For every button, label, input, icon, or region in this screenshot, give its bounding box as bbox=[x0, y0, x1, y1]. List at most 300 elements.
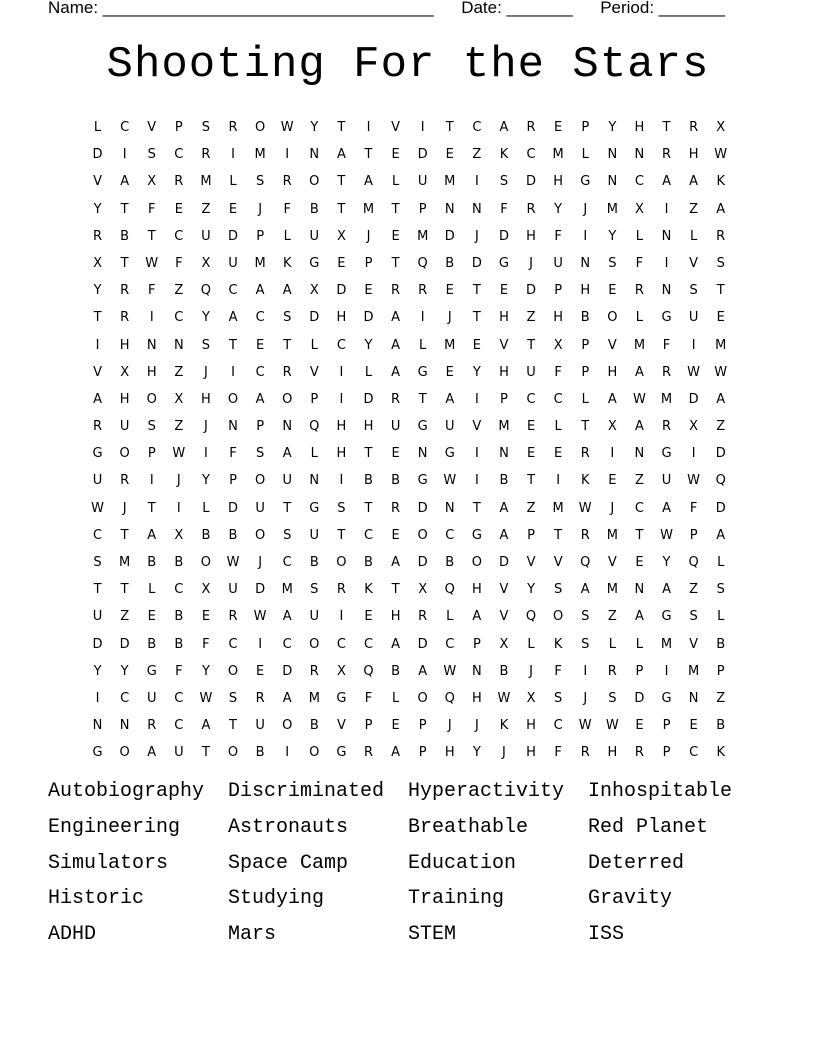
grid-letter: X bbox=[716, 120, 726, 135]
grid-letter: Q bbox=[688, 555, 699, 570]
grid-letter: O bbox=[309, 745, 320, 761]
grid-letter: C bbox=[689, 745, 699, 761]
grid-letter: R bbox=[391, 283, 401, 299]
grid-letter: G bbox=[661, 446, 672, 462]
grid-letter: J bbox=[176, 473, 181, 489]
grid-letter: K bbox=[580, 473, 590, 489]
grid-letter: W bbox=[497, 690, 511, 706]
grid-letter: N bbox=[309, 147, 320, 163]
grid-letter: S bbox=[608, 255, 617, 271]
grid-row bbox=[84, 495, 734, 522]
grid-letter: Z bbox=[174, 419, 184, 435]
grid-letter: P bbox=[364, 255, 373, 271]
grid-letter: T bbox=[716, 283, 725, 299]
grid-letter: I bbox=[95, 337, 100, 353]
grid-letter: L bbox=[717, 609, 725, 625]
grid-letter: C bbox=[228, 636, 238, 652]
grid-letter: N bbox=[417, 446, 428, 462]
grid-letter: M bbox=[688, 663, 700, 679]
grid-letter: O bbox=[417, 527, 428, 543]
grid-letter: D bbox=[92, 636, 103, 652]
word-list-item: ADHD bbox=[48, 923, 97, 947]
grid-letter: E bbox=[608, 473, 617, 489]
grid-letter: W bbox=[253, 609, 267, 625]
grid-row bbox=[84, 522, 734, 549]
grid-letter: E bbox=[445, 283, 454, 299]
grid-letter: P bbox=[256, 228, 265, 244]
grid-letter: W bbox=[687, 473, 701, 489]
grid-letter: V bbox=[147, 120, 157, 135]
grid-letter: A bbox=[662, 582, 671, 598]
grid-letter: N bbox=[607, 147, 618, 163]
grid-letter: L bbox=[446, 609, 454, 625]
letter-grid bbox=[84, 114, 734, 767]
word-list-item: Red Planet bbox=[588, 815, 709, 839]
grid-letter: A bbox=[336, 147, 346, 163]
grid-letter: E bbox=[635, 555, 644, 570]
grid-letter: G bbox=[92, 446, 103, 462]
grid-letter: V bbox=[336, 718, 346, 734]
grid-letter: E bbox=[526, 446, 536, 462]
grid-letter: L bbox=[202, 500, 210, 516]
grid-letter: H bbox=[526, 228, 536, 244]
grid-letter: G bbox=[471, 527, 482, 543]
grid-letter: F bbox=[283, 201, 291, 217]
grid-letter: O bbox=[471, 555, 482, 570]
grid-letter: I bbox=[231, 364, 235, 380]
word-list-item: Education bbox=[408, 851, 517, 875]
word-list-item: Inhospitable bbox=[588, 780, 733, 803]
grid-letter: Y bbox=[608, 120, 617, 135]
grid-letter: H bbox=[634, 120, 645, 135]
grid-letter: R bbox=[282, 174, 292, 190]
grid-letter: D bbox=[417, 555, 428, 570]
grid-letter: M bbox=[444, 337, 456, 353]
grid-letter: M bbox=[552, 147, 564, 163]
grid-letter: A bbox=[228, 310, 238, 326]
grid-letter: L bbox=[635, 228, 644, 244]
grid-letter: E bbox=[689, 718, 698, 734]
grid-letter: C bbox=[174, 310, 184, 326]
grid-letter: A bbox=[418, 663, 428, 679]
word-list-item: Discriminated bbox=[228, 780, 385, 803]
grid-letter: I bbox=[339, 364, 344, 380]
grid-letter: D bbox=[526, 283, 537, 299]
word-list-item: Engineering bbox=[48, 815, 181, 839]
grid-letter: R bbox=[282, 364, 292, 380]
grid-letter: A bbox=[255, 283, 265, 299]
grid-letter: J bbox=[447, 718, 452, 734]
grid-letter: H bbox=[471, 690, 482, 706]
grid-letter: S bbox=[201, 337, 211, 353]
grid-letter: E bbox=[228, 201, 238, 217]
grid-letter: X bbox=[634, 201, 644, 217]
grid-letter: G bbox=[444, 446, 455, 462]
grid-letter: D bbox=[228, 500, 239, 516]
grid-letter: A bbox=[580, 582, 590, 598]
grid-letter: E bbox=[445, 147, 454, 163]
grid-letter: B bbox=[580, 310, 590, 326]
grid-letter: S bbox=[581, 609, 590, 625]
grid-letter: C bbox=[445, 527, 455, 543]
grid-letter: P bbox=[310, 391, 319, 407]
grid-letter: P bbox=[472, 636, 481, 652]
grid-letter: R bbox=[607, 663, 617, 679]
grid-letter: G bbox=[580, 174, 591, 190]
grid-letter: Q bbox=[444, 690, 455, 706]
grid-letter: M bbox=[660, 391, 673, 407]
grid-letter: C bbox=[526, 147, 536, 163]
grid-letter: T bbox=[120, 582, 129, 598]
grid-letter: U bbox=[255, 718, 265, 734]
grid-letter: G bbox=[661, 690, 672, 706]
grid-letter: Z bbox=[689, 201, 699, 217]
grid-row bbox=[84, 359, 734, 386]
grid-letter: V bbox=[689, 255, 699, 271]
grid-letter: T bbox=[472, 310, 481, 326]
grid-letter: M bbox=[633, 337, 646, 353]
grid-letter: A bbox=[120, 174, 130, 190]
grid-letter: F bbox=[635, 255, 644, 271]
grid-letter: S bbox=[716, 582, 725, 598]
grid-row bbox=[84, 114, 734, 141]
grid-letter: U bbox=[553, 255, 563, 271]
grid-letter: O bbox=[417, 690, 428, 706]
grid-letter: I bbox=[664, 201, 669, 217]
grid-letter: D bbox=[417, 147, 428, 163]
grid-letter: H bbox=[499, 364, 509, 380]
grid-letter: D bbox=[715, 500, 726, 516]
grid-letter: O bbox=[254, 527, 266, 543]
grid-letter: O bbox=[282, 391, 293, 407]
grid-letter: U bbox=[255, 500, 265, 516]
grid-letter: N bbox=[309, 473, 320, 489]
grid-letter: G bbox=[336, 745, 347, 761]
grid-letter: Q bbox=[417, 255, 428, 271]
grid-letter: W bbox=[172, 446, 186, 462]
grid-letter: L bbox=[635, 310, 644, 326]
grid-letter: P bbox=[418, 201, 427, 217]
grid-letter: M bbox=[254, 147, 266, 163]
grid-letter: U bbox=[688, 310, 699, 326]
grid-letter: Y bbox=[364, 337, 373, 353]
grid-letter: S bbox=[689, 283, 698, 299]
grid-letter: X bbox=[607, 419, 617, 435]
word-list-item: Space Camp bbox=[228, 851, 349, 875]
grid-letter: D bbox=[336, 283, 347, 299]
grid-letter: J bbox=[583, 690, 588, 706]
grid-letter: J bbox=[258, 201, 263, 217]
grid-letter: C bbox=[472, 120, 482, 135]
word-list-item: Autobiography bbox=[48, 780, 205, 803]
grid-letter: G bbox=[661, 310, 672, 326]
grid-letter: L bbox=[419, 337, 427, 353]
grid-letter: R bbox=[580, 745, 590, 761]
grid-row bbox=[84, 168, 734, 195]
grid-letter: I bbox=[95, 690, 100, 706]
word-list-item: STEM bbox=[408, 923, 457, 947]
grid-letter: Y bbox=[472, 364, 481, 380]
grid-letter: C bbox=[174, 718, 184, 734]
grid-letter: F bbox=[147, 283, 156, 299]
grid-letter: Y bbox=[93, 663, 102, 679]
grid-letter: H bbox=[607, 745, 618, 761]
grid-letter: T bbox=[418, 391, 427, 407]
grid-letter: M bbox=[606, 201, 618, 217]
grid-letter: H bbox=[526, 718, 536, 734]
grid-letter: U bbox=[309, 228, 320, 244]
grid-letter: R bbox=[689, 120, 699, 135]
grid-letter: M bbox=[308, 690, 320, 706]
grid-letter: R bbox=[661, 419, 672, 435]
grid-letter: Y bbox=[527, 582, 536, 598]
grid-letter: S bbox=[283, 527, 292, 543]
grid-letter: A bbox=[282, 690, 292, 706]
grid-letter: H bbox=[119, 391, 130, 407]
grid-letter: C bbox=[120, 120, 130, 135]
grid-letter: S bbox=[608, 690, 617, 706]
grid-letter: W bbox=[226, 555, 240, 570]
grid-letter: T bbox=[445, 120, 454, 135]
grid-letter: W bbox=[443, 663, 457, 679]
grid-letter: O bbox=[309, 636, 320, 652]
grid-letter: M bbox=[362, 201, 375, 217]
grid-row bbox=[84, 631, 734, 658]
grid-letter: S bbox=[147, 147, 156, 163]
grid-letter: D bbox=[498, 228, 509, 244]
grid-letter: Z bbox=[526, 310, 536, 326]
grid-letter: B bbox=[445, 555, 455, 570]
grid-letter: A bbox=[93, 391, 102, 407]
grid-letter: C bbox=[255, 310, 265, 326]
grid-letter: U bbox=[228, 255, 238, 271]
grid-letter: E bbox=[256, 663, 265, 679]
grid-letter: V bbox=[526, 555, 536, 570]
grid-letter: R bbox=[391, 500, 401, 516]
grid-row bbox=[84, 658, 734, 685]
grid-letter: A bbox=[282, 446, 292, 462]
period-field: Period: _______ bbox=[600, 0, 725, 17]
grid-letter: B bbox=[201, 527, 211, 543]
grid-letter: S bbox=[310, 582, 319, 598]
grid-letter: C bbox=[282, 636, 292, 652]
grid-letter: R bbox=[120, 473, 130, 489]
grid-letter: W bbox=[145, 255, 159, 271]
grid-letter: A bbox=[147, 745, 157, 761]
grid-letter: Y bbox=[472, 745, 481, 761]
grid-letter: W bbox=[578, 500, 592, 516]
grid-letter: V bbox=[499, 582, 509, 598]
grid-letter: D bbox=[417, 636, 428, 652]
grid-letter: T bbox=[527, 473, 536, 489]
grid-letter: Y bbox=[201, 663, 210, 679]
grid-letter: C bbox=[336, 636, 346, 652]
grid-letter: N bbox=[634, 147, 645, 163]
grid-letter: Y bbox=[554, 201, 563, 217]
grid-letter: S bbox=[581, 636, 590, 652]
grid-letter: T bbox=[581, 419, 590, 435]
grid-letter: A bbox=[472, 609, 482, 625]
grid-letter: L bbox=[229, 174, 237, 190]
grid-letter: B bbox=[147, 636, 157, 652]
grid-letter: O bbox=[607, 310, 618, 326]
grid-letter: R bbox=[716, 228, 726, 244]
word-list-item: Deterred bbox=[588, 851, 685, 875]
grid-letter: A bbox=[634, 364, 644, 380]
grid-letter: F bbox=[147, 201, 156, 217]
grid-letter: E bbox=[147, 609, 156, 625]
grid-letter: P bbox=[662, 718, 671, 734]
grid-letter: G bbox=[417, 473, 428, 489]
grid-letter: J bbox=[474, 718, 479, 734]
grid-row bbox=[84, 603, 734, 630]
grid-letter: U bbox=[309, 527, 320, 543]
grid-letter: R bbox=[228, 120, 238, 135]
grid-letter: Z bbox=[174, 364, 184, 380]
grid-letter: B bbox=[309, 201, 319, 217]
grid-letter: F bbox=[175, 255, 183, 271]
grid-letter: Y bbox=[662, 555, 671, 570]
grid-letter: R bbox=[418, 609, 428, 625]
grid-letter: J bbox=[447, 310, 452, 326]
grid-letter: H bbox=[146, 364, 157, 380]
grid-letter: S bbox=[716, 255, 725, 271]
grid-letter: B bbox=[499, 663, 509, 679]
grid-letter: R bbox=[120, 283, 130, 299]
grid-letter: R bbox=[120, 310, 130, 326]
grid-letter: R bbox=[201, 147, 211, 163]
grid-letter: O bbox=[119, 745, 130, 761]
word-list bbox=[48, 780, 768, 959]
grid-letter: S bbox=[93, 555, 102, 570]
grid-row bbox=[84, 685, 734, 712]
grid-letter: A bbox=[662, 174, 671, 190]
grid-row bbox=[84, 277, 734, 304]
grid-letter: P bbox=[581, 120, 590, 135]
grid-letter: D bbox=[444, 228, 455, 244]
grid-letter: S bbox=[337, 500, 346, 516]
grid-letter: I bbox=[339, 609, 344, 625]
grid-letter: M bbox=[200, 174, 212, 190]
grid-row bbox=[84, 413, 734, 440]
grid-letter: O bbox=[282, 718, 293, 734]
grid-letter: G bbox=[309, 255, 320, 271]
grid-letter: T bbox=[229, 718, 237, 734]
grid-letter: C bbox=[336, 337, 346, 353]
grid-letter: L bbox=[364, 364, 373, 380]
grid-letter: N bbox=[634, 446, 645, 462]
grid-letter: L bbox=[554, 419, 562, 435]
grid-letter: K bbox=[282, 255, 292, 271]
grid-letter: B bbox=[174, 636, 184, 652]
grid-letter: I bbox=[420, 120, 425, 135]
grid-letter: K bbox=[553, 636, 563, 652]
grid-letter: N bbox=[228, 419, 238, 435]
grid-letter: H bbox=[336, 419, 347, 435]
grid-letter: B bbox=[716, 636, 726, 652]
grid-letter: T bbox=[229, 337, 237, 353]
grid-letter: K bbox=[499, 718, 509, 734]
grid-letter: H bbox=[607, 364, 618, 380]
grid-letter: R bbox=[634, 283, 644, 299]
grid-letter: M bbox=[606, 527, 618, 543]
grid-letter: X bbox=[336, 228, 346, 244]
grid-letter: W bbox=[578, 718, 592, 734]
word-list-item: Simulators bbox=[48, 851, 169, 875]
grid-letter: W bbox=[443, 473, 457, 489]
grid-letter: E bbox=[554, 120, 563, 135]
grid-letter: C bbox=[174, 690, 184, 706]
grid-letter: P bbox=[554, 283, 563, 299]
grid-letter: R bbox=[526, 120, 536, 135]
grid-letter: M bbox=[444, 174, 456, 190]
grid-letter: P bbox=[418, 718, 427, 734]
grid-letter: W bbox=[605, 718, 619, 734]
grid-letter: R bbox=[363, 745, 373, 761]
grid-letter: B bbox=[391, 473, 401, 489]
grid-letter: I bbox=[204, 446, 208, 462]
grid-letter: W bbox=[91, 500, 104, 516]
grid-row bbox=[84, 304, 734, 331]
grid-row bbox=[84, 549, 734, 576]
grid-letter: E bbox=[554, 446, 563, 462]
grid-letter: A bbox=[716, 527, 726, 543]
grid-letter: T bbox=[391, 255, 400, 271]
grid-letter: P bbox=[581, 337, 590, 353]
grid-letter: G bbox=[336, 690, 347, 706]
grid-letter: G bbox=[92, 745, 103, 761]
grid-letter: C bbox=[363, 636, 374, 652]
grid-letter: I bbox=[420, 310, 425, 326]
grid-letter: C bbox=[174, 582, 184, 598]
grid-letter: C bbox=[526, 391, 536, 407]
grid-letter: Y bbox=[93, 283, 102, 299]
grid-letter: I bbox=[339, 473, 344, 489]
grid-letter: D bbox=[363, 391, 374, 407]
grid-letter: R bbox=[580, 446, 590, 462]
grid-letter: W bbox=[660, 527, 673, 543]
grid-letter: X bbox=[174, 527, 184, 543]
grid-letter: J bbox=[474, 228, 479, 244]
grid-letter: D bbox=[417, 500, 428, 516]
grid-letter: X bbox=[553, 337, 563, 353]
grid-letter: A bbox=[499, 120, 509, 135]
grid-letter: N bbox=[471, 201, 482, 217]
grid-letter: E bbox=[364, 283, 373, 299]
grid-letter: I bbox=[258, 636, 263, 652]
grid-letter: X bbox=[526, 690, 536, 706]
grid-letter: I bbox=[474, 473, 479, 489]
grid-letter: Q bbox=[363, 663, 374, 679]
grid-letter: I bbox=[583, 663, 588, 679]
grid-letter: B bbox=[499, 473, 509, 489]
grid-letter: T bbox=[472, 283, 481, 299]
grid-letter: B bbox=[364, 555, 373, 570]
grid-letter: G bbox=[309, 500, 320, 516]
grid-letter: X bbox=[499, 636, 509, 652]
grid-letter: U bbox=[390, 419, 401, 435]
grid-letter: J bbox=[529, 255, 533, 271]
grid-letter: T bbox=[662, 120, 671, 135]
grid-row bbox=[84, 467, 734, 494]
grid-letter: A bbox=[282, 283, 292, 299]
grid-letter: W bbox=[199, 690, 213, 706]
grid-letter: I bbox=[176, 500, 181, 516]
grid-letter: B bbox=[174, 609, 184, 625]
grid-letter: B bbox=[309, 718, 319, 734]
grid-letter: X bbox=[120, 364, 130, 380]
grid-letter: T bbox=[283, 500, 292, 516]
